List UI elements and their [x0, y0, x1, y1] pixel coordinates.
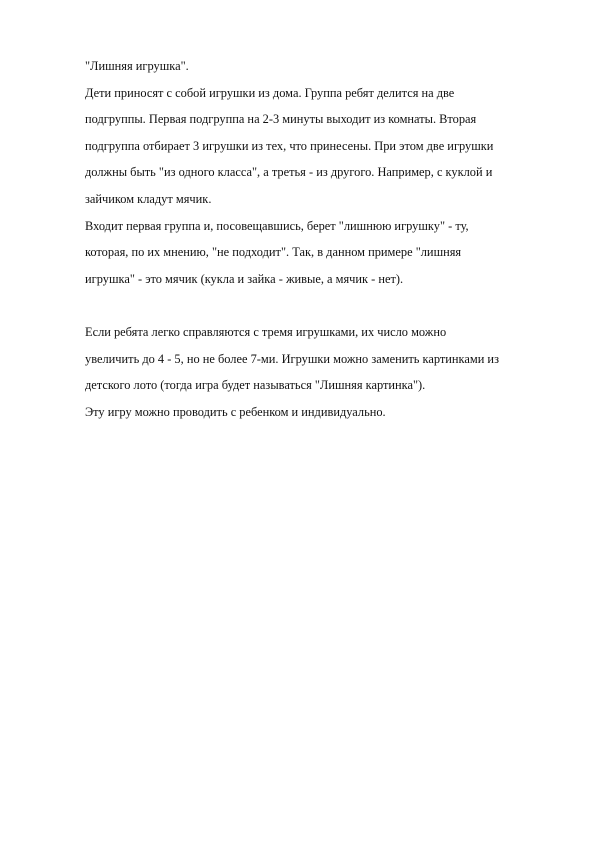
text-line: детского лото (тогда игра будет называться "Лишняя картинка"). [85, 378, 426, 393]
paragraph-gap [85, 292, 555, 319]
text-line: Дети приносят с собой игрушки из дома. Группа ребят делится на две [85, 85, 455, 100]
text-line: Входит первая группа и, посовещавшись, берет "лишнюю игрушку" - ту, [85, 218, 469, 233]
document-title [85, 53, 555, 80]
text-line: Эту игру можно проводить с ребенком и индивидуально. [85, 404, 386, 419]
text-line: Если ребята легко справляются с тремя игрушками, их число можно [85, 324, 447, 339]
text-line: подгруппа отбирает 3 игрушки из тех, что принесены. При этом две игрушки [85, 138, 494, 153]
paragraph-example [85, 213, 555, 293]
title-line: "Лишняя игрушка". [85, 59, 189, 73]
text-line: должны быть "из одного класса", а третья - из другого. Например, с куклой и [85, 165, 493, 180]
text-line: игрушка" - это мячик (кукла и зайка - живые, а мячик - нет). [85, 271, 404, 286]
paragraph-individual [85, 399, 555, 426]
text-line: увеличить до 4 - 5, но не более 7-ми. Игрушки можно заменить картинками из [85, 351, 499, 366]
text-line: подгруппы. Первая подгруппа на 2-3 минуты выходит из комнаты. Вторая [85, 112, 477, 127]
text-line: которая, по их мнению, "не подходит". Так, в данном примере "лишняя [85, 245, 462, 260]
paragraph-rules [85, 80, 555, 213]
paragraph-variation [85, 319, 555, 399]
document-body [85, 53, 555, 425]
text-line: зайчиком кладут мячик. [85, 191, 212, 206]
